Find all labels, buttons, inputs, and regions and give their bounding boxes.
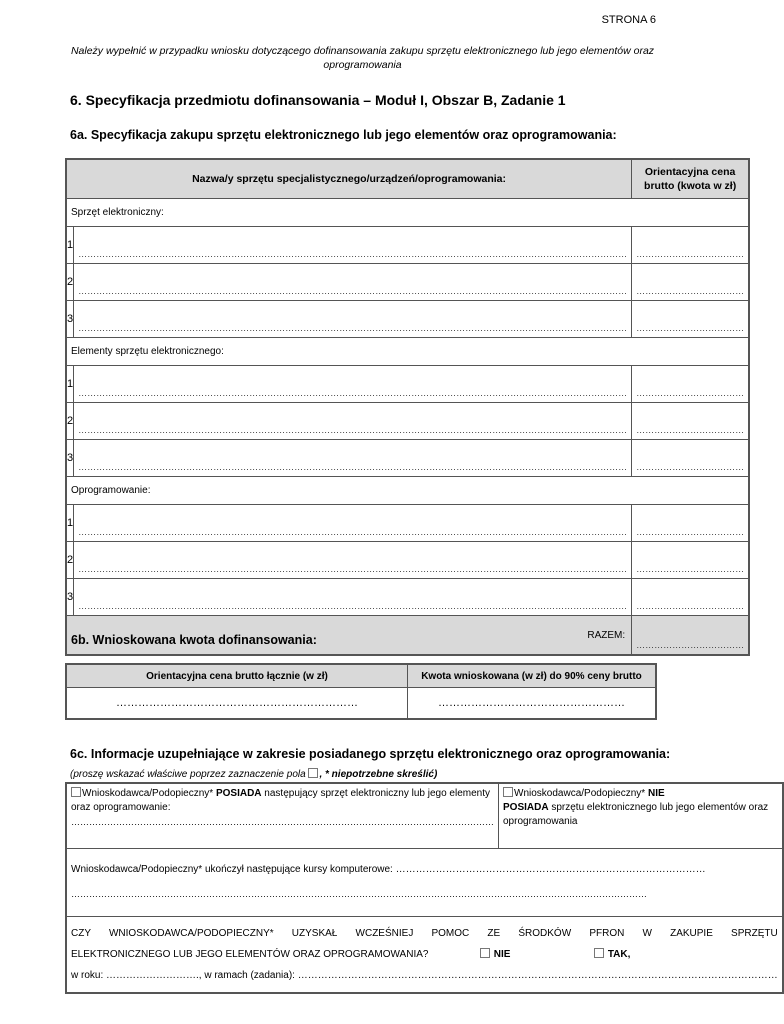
column-header-requested: Kwota wnioskowana (w zł) do 90% ceny brutto bbox=[408, 664, 657, 688]
section-6c-heading: 6c. Informacje uzupełniające w zakresie posiadanego sprzętu elektronicznego oraz oprogramowania: bbox=[70, 747, 671, 761]
column-header-price: Orientacyjna cena brutto (kwota w zł) bbox=[632, 159, 750, 199]
section-6a-heading: 6a. Specyfikacja zakupu sprzętu elektronicznego lub jego elementów oraz oprogramowania: bbox=[70, 128, 617, 142]
equipment-name-field[interactable]: ………………………………………………………………………………………………………………………………………………………………… bbox=[74, 301, 632, 338]
not-owns-equipment-cell: Wnioskodawca/Podopieczny* NIE POSIADA sprzętu elektronicznego lub jego elementów oraz oprogramowania bbox=[499, 783, 783, 849]
component-price-field[interactable]: ……………………………… bbox=[632, 440, 750, 477]
requested-amount-table bbox=[65, 663, 657, 720]
total-price-field[interactable]: ……………………………… bbox=[632, 616, 750, 656]
equipment-price-field[interactable]: ……………………………… bbox=[632, 264, 750, 301]
row-number: 2 bbox=[66, 264, 74, 301]
courses-cell: Wnioskodawca/Podopieczny* ukończył następujące kursy komputerowe: ………………………………………………………………………………… ………………………………………………………………………………………………………………………………………………………………………… bbox=[66, 849, 783, 917]
component-price-field[interactable]: ……………………………… bbox=[632, 366, 750, 403]
component-name-field[interactable]: ………………………………………………………………………………………………………………………………………………………………… bbox=[74, 366, 632, 403]
column-header-name: Nazwa/y sprzętu specjalistycznego/urządzeń/oprogramowania: bbox=[66, 159, 632, 199]
row-number: 1 bbox=[66, 227, 74, 264]
intro-note: Należy wypełnić w przypadku wniosku dotyczącego dofinansowania zakupu sprzętu elektronicznego lub jego elementów oraz oprogramowania bbox=[70, 45, 655, 71]
owns-checkbox[interactable] bbox=[71, 787, 81, 797]
section-6-heading: 6. Specyfikacja przedmiotu dofinansowania – Moduł I, Obszar B, Zadanie 1 bbox=[70, 92, 566, 108]
total-gross-field[interactable]: ………………………………………………………… bbox=[66, 688, 408, 720]
equipment-name-field[interactable]: ………………………………………………………………………………………………………………………………………………………………… bbox=[74, 227, 632, 264]
row-number: 2 bbox=[66, 542, 74, 579]
row-number: 3 bbox=[66, 440, 74, 477]
software-price-field[interactable]: ……………………………… bbox=[632, 542, 750, 579]
checkbox-icon bbox=[308, 768, 318, 778]
prior-aid-cell bbox=[66, 917, 783, 994]
software-price-field[interactable]: ……………………………… bbox=[632, 579, 750, 616]
equipment-name-field[interactable]: ………………………………………………………………………………………………………………………………………………………………… bbox=[74, 264, 632, 301]
additional-info-table bbox=[65, 782, 784, 994]
answer-yes-checkbox[interactable] bbox=[594, 948, 604, 958]
row-number: 1 bbox=[66, 505, 74, 542]
prior-aid-details bbox=[71, 965, 778, 986]
aid-year-field[interactable]: w roku: ………………………., w ramach (zadania): bbox=[71, 970, 298, 981]
component-name-field[interactable]: ………………………………………………………………………………………………………………………………………………………………… bbox=[74, 403, 632, 440]
owns-equipment-cell: Wnioskodawca/Podopieczny* POSIADA następujący sprzęt elektroniczny lub jego elementy oraz oprogramowanie: …………………………………………………………………………………………………………………………… bbox=[66, 783, 499, 849]
page-number: STRONA 6 bbox=[601, 14, 656, 26]
row-number: 1 bbox=[66, 366, 74, 403]
equipment-spec-table bbox=[65, 158, 750, 656]
software-name-field[interactable]: ………………………………………………………………………………………………………………………………………………………………… bbox=[74, 505, 632, 542]
row-number: 3 bbox=[66, 579, 74, 616]
owned-equipment-field[interactable]: …………………………………………………………………………………………………………………………… bbox=[71, 817, 494, 827]
group-label-equipment: Sprzęt elektroniczny: bbox=[66, 199, 749, 227]
software-name-field[interactable]: ………………………………………………………………………………………………………………………………………………………………… bbox=[74, 579, 632, 616]
instruction-note: (proszę wskazać właściwe poprzez zaznaczenie pola , * niepotrzebne skreślić) bbox=[70, 769, 438, 780]
group-label-components: Elementy sprzętu elektronicznego: bbox=[66, 338, 749, 366]
prior-aid-question-line2: ELEKTRONICZNEGO LUB JEGO ELEMENTÓW ORAZ OPROGRAMOWANIA? NIE TAK, bbox=[71, 949, 631, 960]
aid-task-field[interactable]: ……………………………………………………………………………………………………………………………… bbox=[297, 970, 778, 981]
answer-no-checkbox[interactable] bbox=[480, 948, 490, 958]
component-name-field[interactable]: ………………………………………………………………………………………………………………………………………………………………… bbox=[74, 440, 632, 477]
row-number: 3 bbox=[66, 301, 74, 338]
group-label-software: Oprogramowanie: bbox=[66, 477, 749, 505]
row-number: 2 bbox=[66, 403, 74, 440]
not-owns-checkbox[interactable] bbox=[503, 787, 513, 797]
courses-field-line2[interactable]: ………………………………………………………………………………………………………………………………………………………………………… bbox=[71, 889, 647, 899]
section-6b-heading: 6b. Wnioskowana kwota dofinansowania: bbox=[71, 633, 317, 647]
column-header-total: Orientacyjna cena brutto łącznie (w zł) bbox=[66, 664, 408, 688]
software-price-field[interactable]: ……………………………… bbox=[632, 505, 750, 542]
equipment-price-field[interactable]: ……………………………… bbox=[632, 301, 750, 338]
prior-aid-question: CZY WNIOSKODAWCA/PODOPIECZNY* UZYSKAŁ WCZEŚNIEJ POMOC ZE ŚRODKÓW PFRON W ZAKUPIE SPRZĘTU bbox=[71, 928, 778, 939]
total-label: RAZEM: bbox=[66, 616, 632, 656]
courses-field[interactable]: ………………………………………………………………………………… bbox=[395, 864, 706, 875]
equipment-price-field[interactable]: ……………………………… bbox=[632, 227, 750, 264]
component-price-field[interactable]: ……………………………… bbox=[632, 403, 750, 440]
software-name-field[interactable]: ………………………………………………………………………………………………………………………………………………………………… bbox=[74, 542, 632, 579]
requested-amount-field[interactable]: …………………………………………… bbox=[408, 688, 657, 720]
